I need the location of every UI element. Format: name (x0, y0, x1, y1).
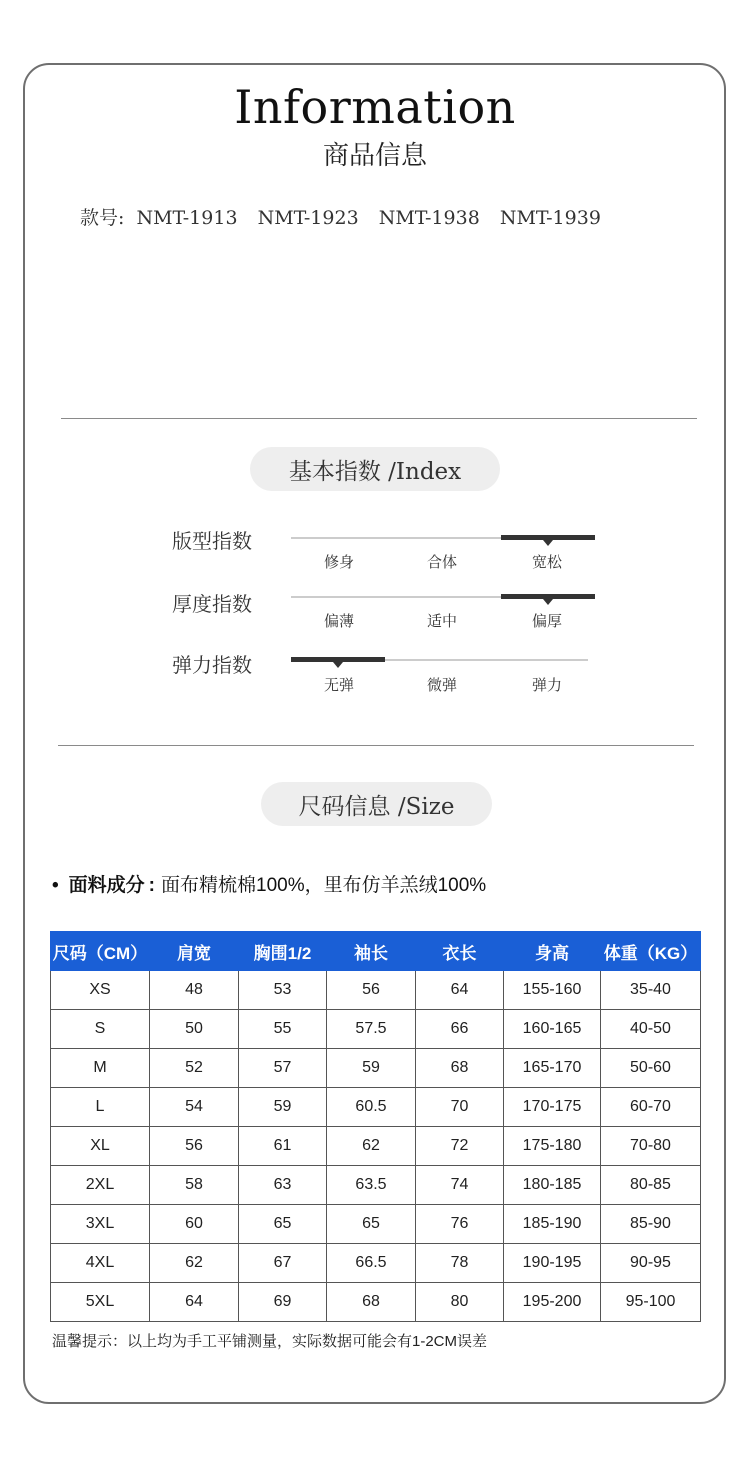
thickness-option: 偏薄 (323, 612, 354, 630)
model-label: 款号: (80, 207, 125, 229)
table-cell: 2XL (51, 1166, 150, 1205)
table-cell: 165-170 (504, 1049, 601, 1088)
table-cell: 190-195 (504, 1244, 601, 1283)
table-cell: 60-70 (601, 1088, 701, 1127)
table-cell: 50 (150, 1010, 239, 1049)
table-row (51, 1127, 701, 1166)
page-subtitle: 商品信息 (322, 141, 427, 171)
fit-option-selected: 宽松 (531, 553, 562, 571)
table-row (51, 971, 701, 1010)
table-cell: 68 (416, 1049, 504, 1088)
table-cell: 4XL (51, 1244, 150, 1283)
column-header: 衣长 (416, 932, 504, 971)
column-header: 袖长 (327, 932, 416, 971)
table-cell: 78 (416, 1244, 504, 1283)
stretch-index-label: 弹力指数 (172, 653, 252, 677)
table-cell: 60.5 (327, 1088, 416, 1127)
table-cell: 66.5 (327, 1244, 416, 1283)
model-code: NMT-1938 (378, 207, 480, 229)
table-cell: 155-160 (504, 971, 601, 1010)
material-composition: • 面料成分 : 面布精梳棉100%，里布仿羊羔绒100% (52, 875, 487, 896)
table-cell: 65 (327, 1205, 416, 1244)
table-cell: 59 (327, 1049, 416, 1088)
measurement-tip: 温馨提示：以上均为手工平铺测量，实际数据可能会有1-2CM误差 (52, 1333, 488, 1350)
stretch-option: 微弹 (426, 676, 457, 694)
table-cell: 95-100 (601, 1283, 701, 1322)
table-row (51, 1049, 701, 1088)
thickness-index-label: 厚度指数 (172, 592, 252, 616)
index-section-title: 基本指数 /Index (250, 447, 500, 491)
table-cell: 76 (416, 1205, 504, 1244)
model-code: NMT-1923 (257, 207, 359, 229)
material-value: 面布精梳棉100%，里布仿羊羔绒100% (161, 875, 487, 896)
fit-option: 修身 (323, 553, 354, 571)
table-cell: 70-80 (601, 1127, 701, 1166)
table-cell: 62 (327, 1127, 416, 1166)
table-cell: 63.5 (327, 1166, 416, 1205)
table-cell: 63 (239, 1166, 327, 1205)
fit-option: 合体 (426, 553, 457, 571)
table-cell: 67 (239, 1244, 327, 1283)
table-cell: 54 (150, 1088, 239, 1127)
model-numbers (80, 203, 615, 230)
table-row (51, 1166, 701, 1205)
table-cell: 5XL (51, 1283, 150, 1322)
divider (58, 745, 694, 746)
table-cell: 48 (150, 971, 239, 1010)
table-cell: 62 (150, 1244, 239, 1283)
fit-index-label: 版型指数 (172, 529, 252, 553)
column-header: 胸围1/2 (239, 932, 327, 971)
stretch-index-marker-icon (333, 662, 343, 668)
table-cell: 35-40 (601, 971, 701, 1010)
table-cell: 56 (327, 971, 416, 1010)
table-cell: 90-95 (601, 1244, 701, 1283)
table-cell: 80 (416, 1283, 504, 1322)
table-cell: 56 (150, 1127, 239, 1166)
table-cell: 3XL (51, 1205, 150, 1244)
table-cell: XL (51, 1127, 150, 1166)
column-header: 尺码（CM） (51, 932, 150, 971)
table-cell: 80-85 (601, 1166, 701, 1205)
table-cell: 52 (150, 1049, 239, 1088)
table-cell: 180-185 (504, 1166, 601, 1205)
size-table (50, 931, 701, 1322)
material-label: 面料成分 (68, 875, 145, 896)
table-cell: 85-90 (601, 1205, 701, 1244)
table-row (51, 1244, 701, 1283)
table-row (51, 1283, 701, 1322)
table-cell: XS (51, 971, 150, 1010)
table-cell: 69 (239, 1283, 327, 1322)
table-cell: 72 (416, 1127, 504, 1166)
table-header-row (51, 932, 701, 971)
page-title: Information (234, 80, 516, 134)
table-cell: 60 (150, 1205, 239, 1244)
table-cell: 70 (416, 1088, 504, 1127)
stretch-option: 弹力 (531, 676, 562, 694)
model-code: NMT-1913 (136, 207, 238, 229)
table-cell: 74 (416, 1166, 504, 1205)
table-cell: 195-200 (504, 1283, 601, 1322)
table-cell: 65 (239, 1205, 327, 1244)
table-cell: S (51, 1010, 150, 1049)
stretch-option-selected: 无弹 (323, 676, 354, 694)
table-cell: L (51, 1088, 150, 1127)
table-cell: 64 (150, 1283, 239, 1322)
table-cell: 40-50 (601, 1010, 701, 1049)
table-cell: 64 (416, 971, 504, 1010)
thickness-option-selected: 偏厚 (531, 612, 562, 630)
thickness-index-marker-icon (543, 599, 553, 605)
bullet-icon: • (52, 875, 59, 896)
table-cell: 185-190 (504, 1205, 601, 1244)
table-cell: 57 (239, 1049, 327, 1088)
table-cell: 160-165 (504, 1010, 601, 1049)
table-cell: 175-180 (504, 1127, 601, 1166)
table-cell: 53 (239, 971, 327, 1010)
table-cell: M (51, 1049, 150, 1088)
table-cell: 66 (416, 1010, 504, 1049)
table-cell: 61 (239, 1127, 327, 1166)
table-cell: 58 (150, 1166, 239, 1205)
table-cell: 55 (239, 1010, 327, 1049)
model-code: NMT-1939 (499, 207, 601, 229)
fit-index-marker-icon (543, 540, 553, 546)
size-section-title: 尺码信息 /Size (261, 782, 492, 826)
table-row (51, 1010, 701, 1049)
column-header: 肩宽 (150, 932, 239, 971)
thickness-option: 适中 (426, 612, 457, 630)
table-row (51, 1205, 701, 1244)
table-cell: 170-175 (504, 1088, 601, 1127)
column-header: 身高 (504, 932, 601, 971)
table-cell: 59 (239, 1088, 327, 1127)
table-cell: 68 (327, 1283, 416, 1322)
divider (61, 418, 697, 419)
table-cell: 50-60 (601, 1049, 701, 1088)
table-cell: 57.5 (327, 1010, 416, 1049)
column-header: 体重（KG） (601, 932, 701, 971)
table-row (51, 1088, 701, 1127)
